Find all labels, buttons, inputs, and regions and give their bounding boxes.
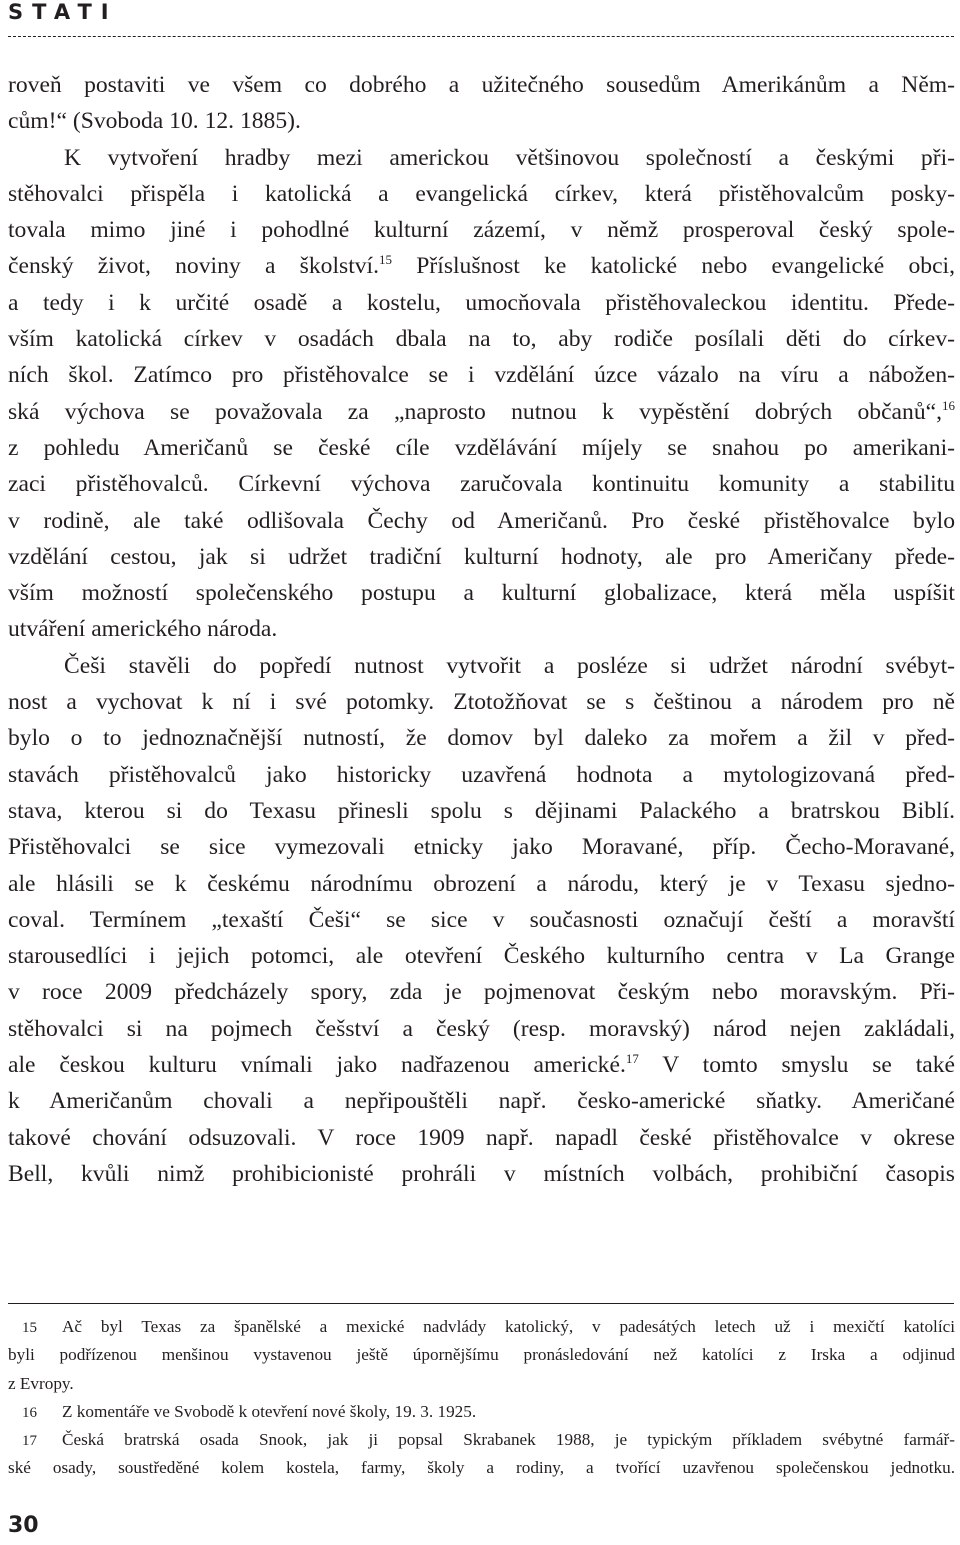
section-header: STATI <box>8 0 118 24</box>
footnote-line: byli podřízenou menšinou vystavenou ještě úpornějšímu pronásledování než katolíci z Irska a odjinud <box>8 1345 955 1365</box>
body-line: cům!“ (Svoboda 10. 12. 1885). <box>8 108 301 135</box>
body-line: Přistěhovalci se sice vymezovali etnicky jako Moravané, příp. Čecho-Moravané, <box>8 834 955 861</box>
body-line: stavách přistěhovalců jako historicky uzavřená hodnota a mytologizovaná před- <box>8 761 955 788</box>
body-line: vším katolická církev v osadách dbala na to, aby rodiče posílali děti do církev- <box>8 326 955 353</box>
footnote-line: ské osady, soustředěné kolem kostela, farmy, školy a rodiny, a tvořící uzavřenou společenskou jednotku. <box>8 1458 955 1478</box>
footnote-ref: 17 <box>625 1051 639 1067</box>
body-line: vzdělání cestou, jak si udržet tradiční kulturní hodnoty, ale pro Američany přede- <box>8 543 955 570</box>
body-line: v rodině, ale také odlišovala Čechy od Američanů. Pro české přistěhovalce bylo <box>8 507 955 534</box>
footnote-line: 16 Z komentáře ve Svobodě k otevření nové školy, 19. 3. 1925. <box>8 1398 955 1426</box>
footnote-ref: 15 <box>379 252 393 268</box>
body-line: vším možností společenského postupu a kulturní globalizace, která měla uspíšit <box>8 580 955 607</box>
body-line: v roce 2009 předcházely spory, zda je pojmenovat českým nebo moravským. Při- <box>8 979 955 1006</box>
footnote-line: 17 Česká bratrská osada Snook, jak ji popsal Skrabanek 1988, je typickým příkladem svébytné farmář- <box>8 1426 955 1454</box>
body-line: Češi stavěli do popředí nutnost vytvořit a posléze si udržet národní svébyt- <box>64 652 955 679</box>
body-line: K vytvoření hradby mezi americkou většinovou společností a českými při- <box>64 144 955 171</box>
body-line: ních škol. Zatímco pro přistěhovalce se i vzdělání úzce vázalo na víru a nábožen- <box>8 362 955 389</box>
body-line: a tedy i k určité osadě a kostelu, umocňovala přistěhovaleckou identitu. Přede- <box>8 289 955 316</box>
footnote-line: 15 Ač byl Texas za španělské a mexické nadvlády katolický, v padesátých letech už i mexičtí katolíci <box>8 1313 955 1341</box>
footnote-line: z Evropy. <box>8 1373 74 1393</box>
body-line: stava, kterou si do Texasu přinesli spolu s dějinami Palackého a bratrskou Biblí. <box>8 797 955 824</box>
footnotes <box>8 1313 955 1483</box>
page-number: 30 <box>8 1513 39 1538</box>
body-line: ská výchova se považovala za „naprosto nutnou k vypěstění dobrých občanů“,$^{16}$ <box>8 397 955 425</box>
body-line: bylo o to jednoznačnější nutností, že domov byl daleko za mořem a žil v před- <box>8 725 955 752</box>
body-line: stěhovalci přispěla i katolická a evangelická církev, která přistěhovalcům posky- <box>8 180 955 207</box>
body-line: roveň postaviti ve všem co dobrého a užitečného sousedům Amerikánům a Něm- <box>8 72 955 98</box>
body-line: starousedlíci i jejich potomci, ale otevření Českého kulturního centra v La Grange <box>8 943 955 970</box>
body-line: zaci přistěhovalců. Církevní výchova zaručovala kontinuitu komunity a stabilitu <box>8 471 955 498</box>
footnote-number: 16 <box>22 1404 37 1421</box>
footnote-separator <box>8 1303 954 1304</box>
footnote-ref: 16 <box>942 397 955 413</box>
body-line: k Američanům chovali a nepřipouštěli např. česko-americké sňatky. Američané <box>8 1088 955 1115</box>
body-line: nost a vychovat k ní i své potomky. Ztotožňovat se s češtinou a národem pro ně <box>8 689 955 716</box>
body-line: coval. Termínem „texaští Češi“ se sice v současnosti označují čeští a moravští <box>8 906 955 933</box>
body-line: z pohledu Američanů se české cíle vzdělávání míjely se snahou po amerikani- <box>8 434 955 461</box>
body-line: ale hlásili se k českému národnímu obrození a národu, který je v Texasu sjedno- <box>8 870 955 897</box>
body-line: tovala mimo jiné i pohodlné kulturní zázemí, v němž prosperoval český spole- <box>8 217 955 244</box>
body-line: utváření amerického národa. <box>8 616 278 643</box>
body-line: takové chování odsuzovali. V roce 1909 např. napadl české přistěhovalce v okrese <box>8 1124 955 1151</box>
body-text <box>8 67 955 1192</box>
footnote-number: 15 <box>22 1320 37 1336</box>
header-rule <box>8 36 954 37</box>
body-line: stěhovalci si na pojmech češství a český (resp. moravský) národ nejen zakládali, <box>8 1015 955 1042</box>
body-line: ale českou kulturu vnímali jako nadřazenou americké.$^{17}$ V tomto smyslu se také <box>8 1051 955 1079</box>
body-line: čenský život, noviny a školství.$^{15}$ Příslušnost ke katolické nebo evangelické obci, <box>8 252 955 280</box>
footnote-number: 17 <box>22 1433 37 1450</box>
body-line: Bell, kvůli nimž prohibicionisté prohráli v místních volbách, prohibiční časopis <box>8 1160 955 1187</box>
